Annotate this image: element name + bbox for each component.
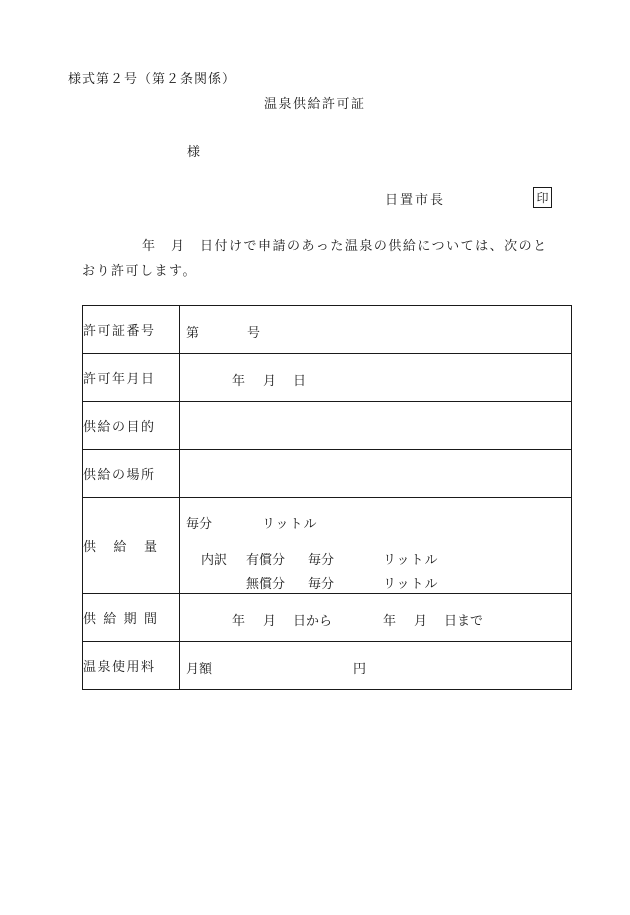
label-char: 間 [143, 612, 157, 627]
table-row-permit-number [83, 306, 572, 354]
supply-location-value [180, 450, 572, 498]
label-char: 量 [143, 540, 157, 555]
row-label-supply-volume [83, 498, 180, 594]
label-char: 給 [113, 540, 127, 555]
end-year-unit: 年 [383, 614, 397, 629]
label-char: 供 [83, 612, 97, 627]
row-label-supply-period [83, 594, 180, 642]
end-month-unit: 月 [414, 614, 428, 629]
row-label-permit-number: 許可証番号 [83, 306, 180, 354]
table-row-supply-location [83, 450, 572, 498]
table-row-supply-volume [83, 498, 572, 594]
permit-date-value [180, 354, 572, 402]
table-row-usage-fee [83, 642, 572, 690]
permit-number-prefix: 第 [186, 326, 200, 341]
month-unit: 月 [263, 374, 277, 389]
yen-unit: 円 [353, 662, 367, 677]
supply-volume-value [180, 498, 572, 594]
usage-fee-value [180, 642, 572, 690]
label-char: 期 [123, 612, 137, 627]
table-row-supply-purpose [83, 402, 572, 450]
label-char: 給 [103, 612, 117, 627]
row-label-supply-location: 供給の場所 [83, 450, 180, 498]
permit-details-table [82, 305, 572, 690]
start-year-unit: 年 [232, 614, 246, 629]
paid-liter-unit: リットル [383, 553, 439, 568]
issuer-name: 日置市長 [385, 193, 446, 208]
row-label-permit-date: 許可年月日 [83, 354, 180, 402]
day-unit: 日 [293, 374, 307, 389]
addressee-suffix: 様 [187, 145, 201, 160]
row-label-usage-fee: 温泉使用料 [83, 642, 180, 690]
breakdown-label: 内訳 [201, 553, 228, 568]
end-day-until: 日まで [444, 614, 484, 629]
free-portion-label: 無償分 [246, 577, 286, 592]
body-text-line-1: 年 月 日付けで申請のあった温泉の供給については、次のと [142, 239, 548, 254]
start-day-from: 日から [293, 614, 333, 629]
free-liter-unit: リットル [383, 577, 439, 592]
paid-portion-label: 有償分 [246, 553, 286, 568]
monthly-amount-label: 月額 [186, 662, 213, 677]
permit-number-suffix: 号 [247, 326, 261, 341]
document-title: 温泉供給許可証 [264, 97, 366, 112]
liter-unit: リットル [262, 517, 318, 532]
supply-purpose-value [180, 402, 572, 450]
supply-period-value [180, 594, 572, 642]
permit-number-value [180, 306, 572, 354]
form-number-label: 様式第２号（第２条関係） [68, 72, 237, 87]
start-month-unit: 月 [263, 614, 277, 629]
table-row-permit-date [83, 354, 572, 402]
row-label-supply-purpose: 供給の目的 [83, 402, 180, 450]
year-unit: 年 [232, 374, 246, 389]
table-row-supply-period [83, 594, 572, 642]
per-minute-label: 毎分 [186, 517, 213, 532]
body-text-line-2: おり許可します。 [82, 264, 197, 279]
paid-per-minute-label: 毎分 [308, 553, 335, 568]
seal-stamp-box: 印 [533, 187, 552, 208]
free-per-minute-label: 毎分 [308, 577, 335, 592]
label-char: 供 [83, 540, 97, 555]
